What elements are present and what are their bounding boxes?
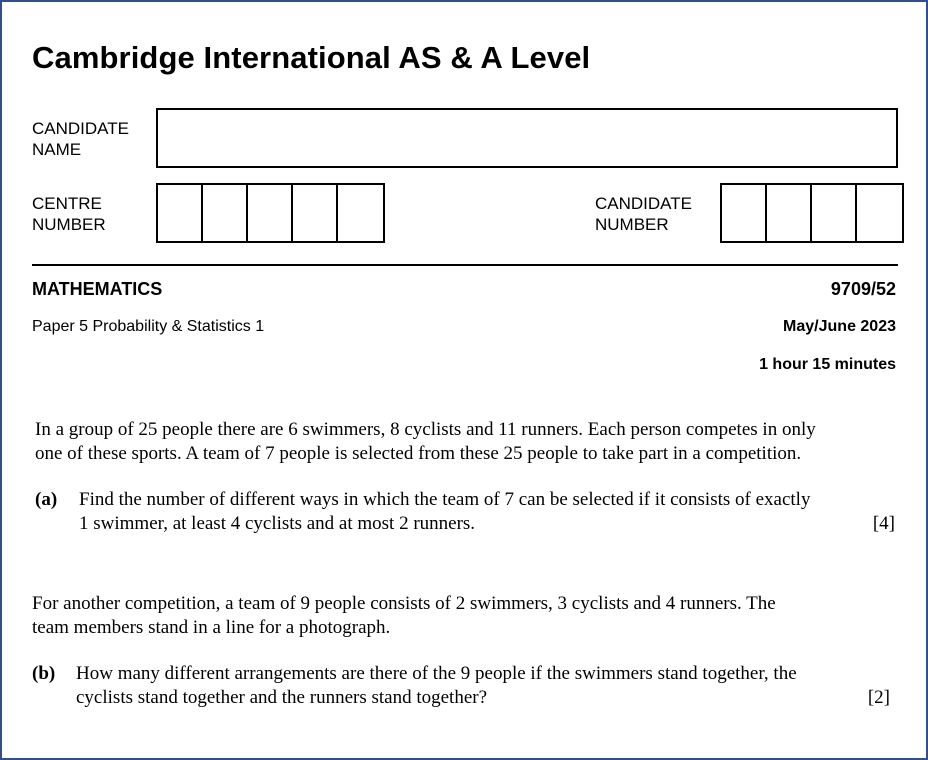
candidate-number-digit-box[interactable] [857,185,902,241]
paper-code: 9709/52 [830,279,896,299]
centre-number-label: CENTRE NUMBER [32,194,106,234]
board-title: Cambridge International AS & A Level [32,40,591,75]
question-2-intro: For another competition, a team of 9 people consists of 2 swimmers, 3 cyclists and 4 runners. The team members stand in a line for a photograph. [32,593,776,638]
paper-name: Paper 5 Probability & Statistics 1 [32,318,265,335]
part-a-label: (a) [35,489,58,510]
header-divider [32,264,898,266]
part-b-marks: [2] [867,687,890,708]
exam-session: May/June 2023 [783,318,896,335]
part-a-text: Find the number of different ways in which the team of 7 can be selected if it consists of exactly 1 swimmer, at least 4 cyclists and at most 2 runners. [79,489,811,534]
candidate-number-label: CANDIDATE NUMBER [595,194,692,234]
candidate-name-label: CANDIDATE NAME [32,119,129,159]
candidate-name-field[interactable] [156,108,898,168]
part-b-label: (b) [32,663,56,684]
part-a-marks: [4] [872,513,895,534]
exam-duration: 1 hour 15 minutes [759,356,896,373]
centre-number-digit-box[interactable] [293,185,338,241]
candidate-number-digit-box[interactable] [767,185,812,241]
centre-number-digit-box[interactable] [203,185,248,241]
centre-number-digit-box[interactable] [158,185,203,241]
question-part-a [35,488,899,538]
part-b-text: How many different arrangements are there of the 9 people if the swimmers stand together, the cyclists stand together and the runners stand together? [76,663,797,708]
question-part-b [32,662,892,712]
candidate-number-boxes [720,183,904,243]
subject-title: MATHEMATICS [32,279,163,299]
centre-number-digit-box[interactable] [248,185,293,241]
candidate-number-digit-box[interactable] [722,185,767,241]
centre-number-boxes [156,183,385,243]
centre-number-digit-box[interactable] [338,185,383,241]
candidate-number-digit-box[interactable] [812,185,857,241]
question-1-intro: In a group of 25 people there are 6 swimmers, 8 cyclists and 11 runners. Each person competes in only one of these sports. A team of 7 people is selected from these 25 people to take part in a competition. [35,419,816,464]
